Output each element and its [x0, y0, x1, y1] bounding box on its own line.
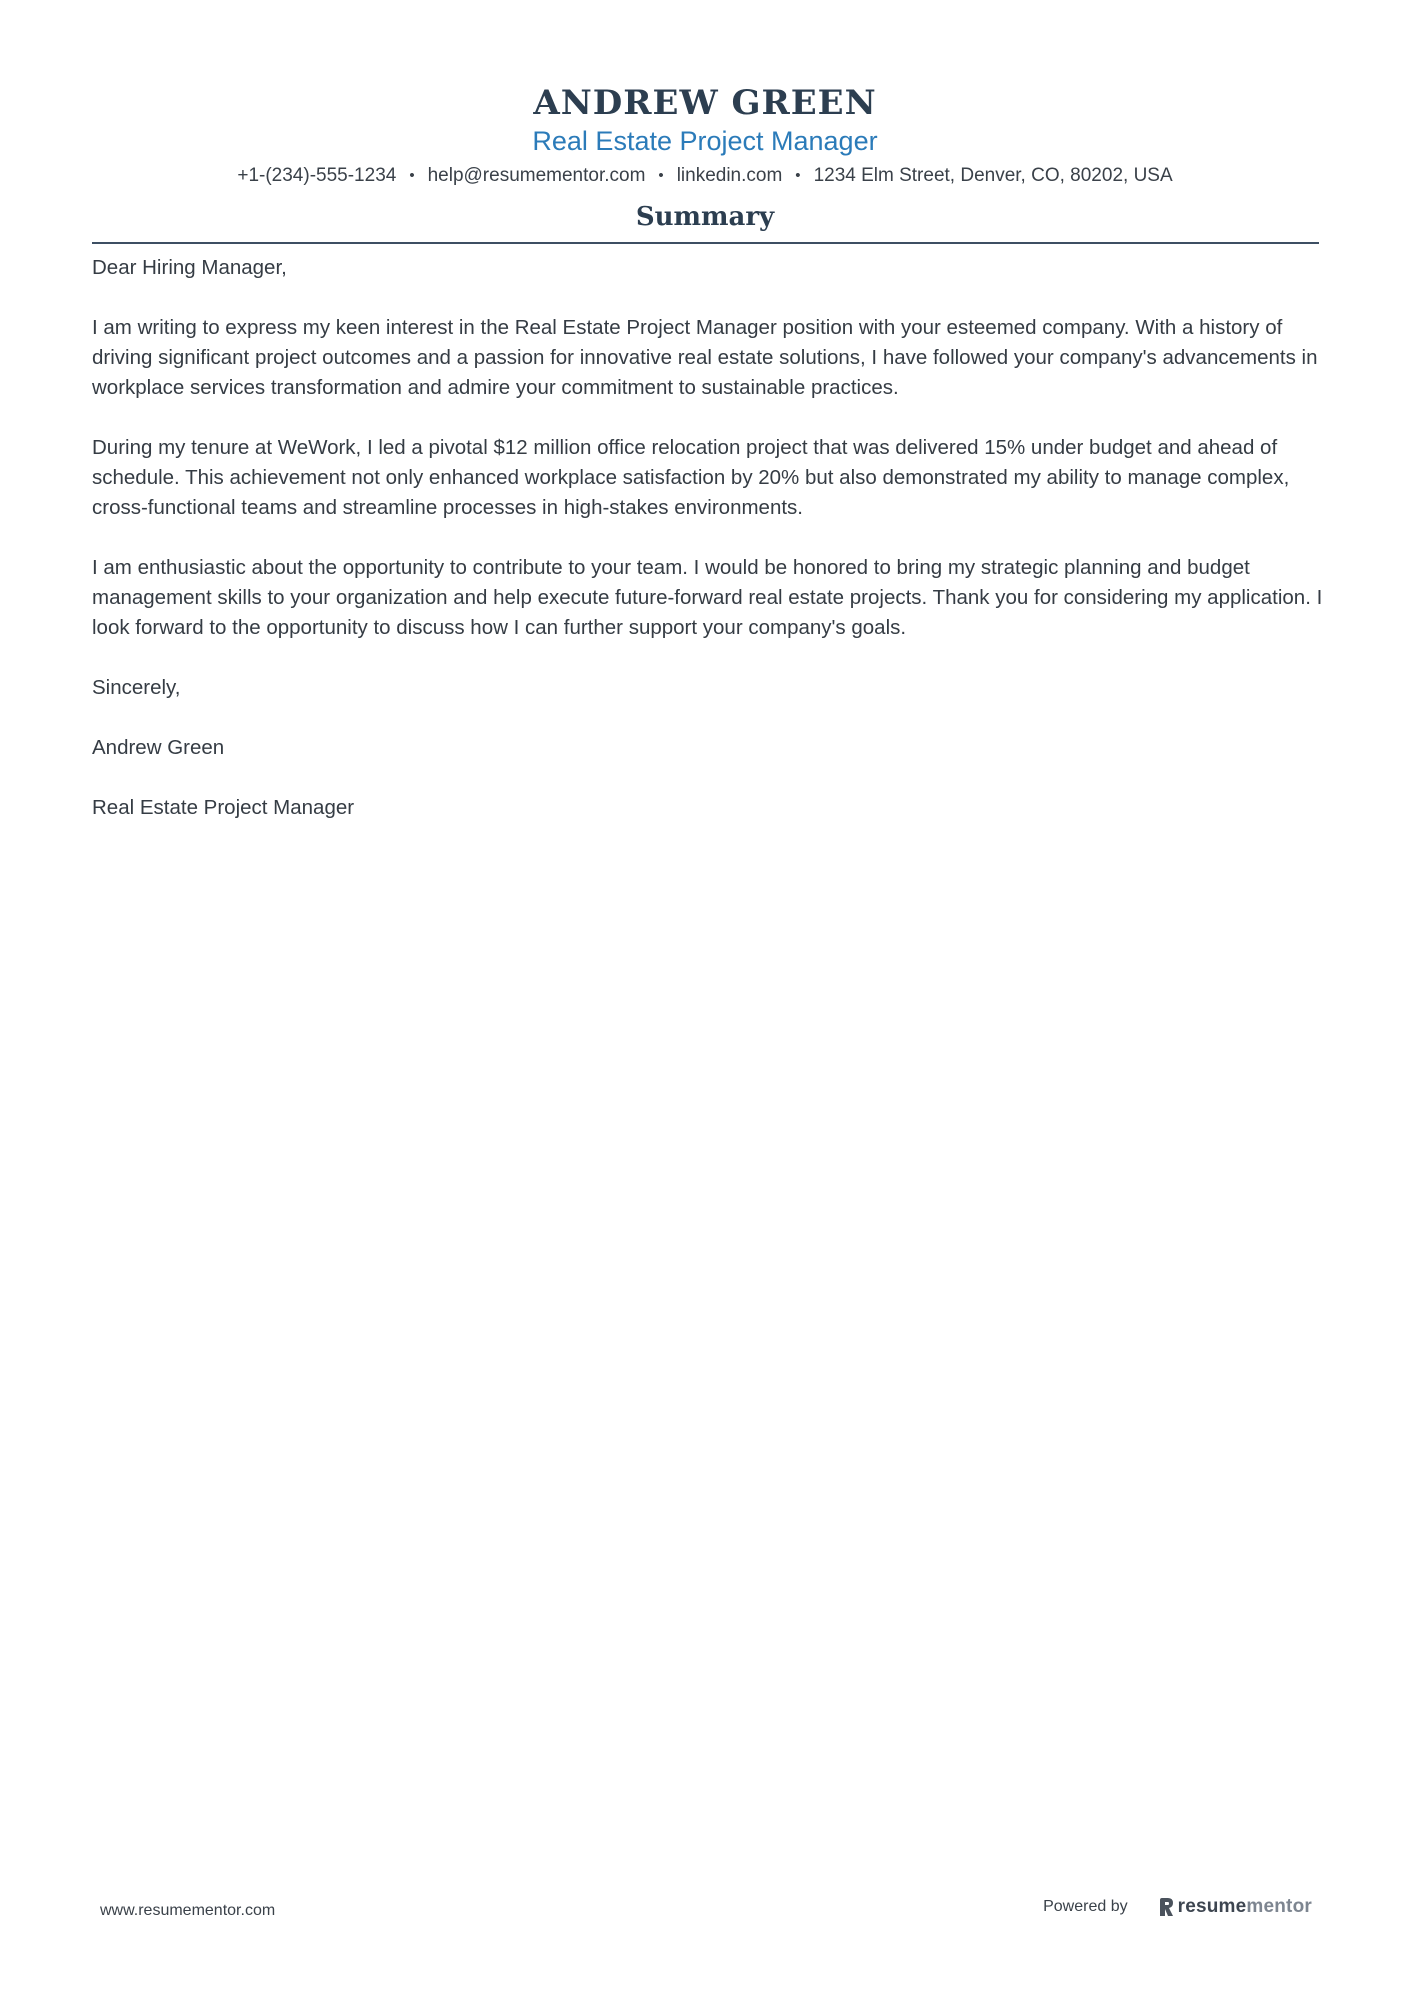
contact-linkedin: linkedin.com	[676, 165, 783, 186]
letter-body	[92, 253, 1332, 853]
candidate-name: ANDREW GREEN	[533, 83, 877, 123]
header	[92, 82, 1318, 188]
contact-phone: +1-(234)-555-1234	[237, 165, 397, 186]
candidate-role: Real Estate Project Manager	[532, 126, 878, 156]
separator-dot-icon: •	[795, 167, 801, 184]
letter-greeting: Dear Hiring Manager,	[92, 256, 287, 279]
section-title-summary: Summary	[635, 202, 775, 232]
contact-line	[92, 164, 1318, 188]
brand-text-mentor: mentor	[1246, 1896, 1312, 1917]
letter-closing: Sincerely,	[92, 676, 181, 699]
resumementor-logo-icon	[1158, 1897, 1174, 1917]
footer-url: www.resumementor.com	[100, 1902, 276, 1919]
signature-title: Real Estate Project Manager	[92, 796, 355, 819]
separator-dot-icon: •	[409, 167, 415, 184]
separator-dot-icon: •	[658, 167, 664, 184]
letter-paragraph-3: I am enthusiastic about the opportunity to contribute to your team. I would be honored to bring my strategic planning and budget management skills to your organization and help execute future-forward real estate projects. Thank you for considering my application. I look forward to the opportunity to discuss how I can further support your company's goals.	[92, 556, 1323, 639]
footer-powered-by	[1043, 1896, 1312, 1918]
section-divider	[92, 242, 1319, 244]
contact-email: help@resumementor.com	[427, 165, 646, 186]
powered-by-label: Powered by	[1043, 1898, 1128, 1915]
resumementor-logo	[1158, 1896, 1312, 1918]
letter-paragraph-1: I am writing to express my keen interest in the Real Estate Project Manager position with your esteemed company. With a history of driving significant project outcomes and a passion for innovative real estate solutions, I have followed your company's advancements in workplace services transformation and admire your commitment to sustainable practices.	[92, 316, 1318, 399]
signature-name: Andrew Green	[92, 736, 225, 759]
contact-address: 1234 Elm Street, Denver, CO, 80202, USA	[813, 165, 1173, 186]
letter-paragraph-2: During my tenure at WeWork, I led a pivotal $12 million office relocation project that was delivered 15% under budget and ahead of schedule. This achievement not only enhanced workplace satisfaction by 20% but also demonstrated my ability to manage complex, cross-functional teams and streamline processes in high-stakes environments.	[92, 436, 1290, 519]
brand-text-resume: resume	[1177, 1896, 1247, 1917]
